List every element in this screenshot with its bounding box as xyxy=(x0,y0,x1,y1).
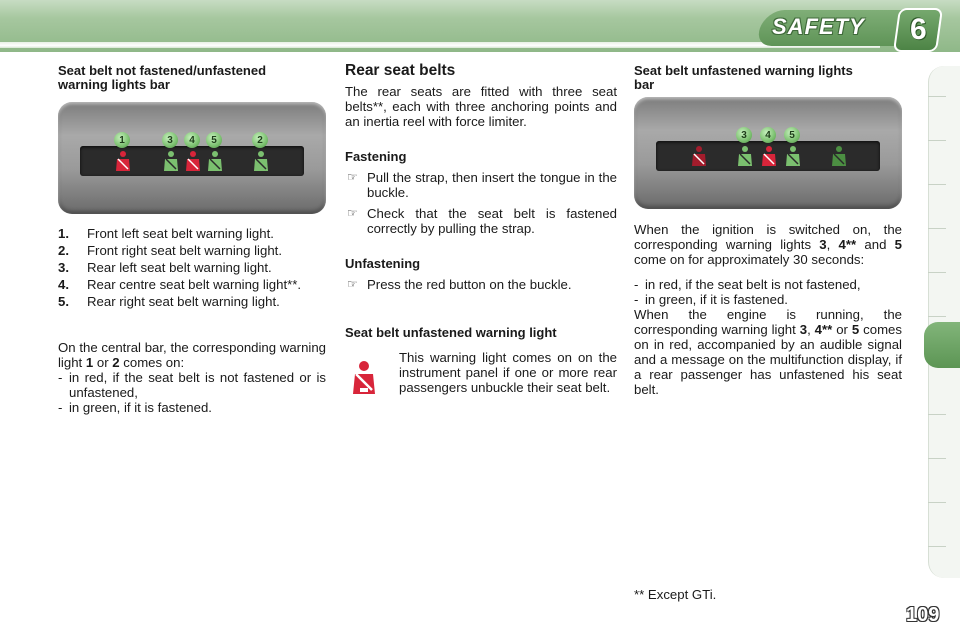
text-run: , xyxy=(807,322,815,337)
dash-item: - in red, if the seat belt is not fastened, xyxy=(634,277,861,292)
chapter-badge xyxy=(893,8,943,52)
index-tab-divider xyxy=(928,140,946,141)
warning-label-3: 3 xyxy=(162,132,178,148)
footnote: ** Except GTi. xyxy=(634,587,717,602)
instruction-item xyxy=(345,277,617,292)
list-item xyxy=(58,226,328,241)
list-item-number: 4. xyxy=(58,277,69,292)
front-rear-warning-panel-image xyxy=(58,102,326,214)
instruction-text: Check that the seat belt is fastened correctly by pulling the strap. xyxy=(367,206,617,236)
dash-item-text: in green, if it is fastened. xyxy=(69,400,212,415)
warning-label-5: 5 xyxy=(784,127,800,143)
list-item xyxy=(58,277,328,292)
text-run-bold: 1 xyxy=(85,355,94,370)
right-heading: Seat belt unfastened warning lights bar xyxy=(634,63,853,92)
seatbelt-red-icon xyxy=(760,145,778,169)
list-item-text: Front left seat belt warning light. xyxy=(87,226,274,241)
fastening-heading: Fastening xyxy=(345,149,407,164)
right-dash-list xyxy=(634,277,902,307)
warning-label-4: 4 xyxy=(760,127,776,143)
index-tab-divider xyxy=(928,272,946,273)
index-tab-divider xyxy=(928,96,946,97)
list-item xyxy=(58,243,328,258)
text-run-bold: 3 xyxy=(819,237,827,252)
seatbelt-red-icon xyxy=(184,150,202,174)
list-item-number: 3. xyxy=(58,260,69,275)
text-run-bold: 5 xyxy=(851,322,860,337)
dash-item: - in red, if the seat belt is not fastened or is unfastened, xyxy=(58,370,326,400)
middle-intro: The rear seats are fitted with three seat belts**, each with three anchoring points and an inertia reel with force limiter. xyxy=(345,84,617,129)
index-tab-divider xyxy=(928,458,946,459)
index-tab-divider xyxy=(928,228,946,229)
list-item-text: Rear right seat belt warning light. xyxy=(87,294,280,309)
warning-label-3: 3 xyxy=(736,127,752,143)
pointing-hand-icon: ☞ xyxy=(347,170,358,184)
instruction-item xyxy=(345,206,617,236)
section-title: SAFETY xyxy=(772,14,865,39)
text-run: When the engine is running, the corresponding warning light xyxy=(634,307,902,337)
dash-item: - in green, if it is fastened. xyxy=(634,292,788,307)
seatbelt-red-icon xyxy=(690,145,708,169)
warning-label-1: 1 xyxy=(114,132,130,148)
right-paragraph-ignition xyxy=(634,222,902,267)
instruction-text: Pull the strap, then insert the tongue in the buckle. xyxy=(367,170,617,200)
text-run: come on for approximately 30 seconds: xyxy=(634,252,865,267)
text-run: When the ignition is switched on, the corresponding warning lights xyxy=(634,222,902,252)
instruction-item xyxy=(345,170,617,200)
text-run-bold: 3 xyxy=(799,322,808,337)
text-run: , xyxy=(826,237,839,252)
left-paragraph xyxy=(58,340,326,370)
page-number: 109 xyxy=(906,604,940,626)
dash-item: - in green, if it is fastened. xyxy=(58,400,212,415)
chapter-number: 6 xyxy=(909,13,927,46)
seatbelt-green-icon xyxy=(206,150,224,174)
warning-label-5: 5 xyxy=(206,132,222,148)
text-run: On the central bar, the corresponding warning light xyxy=(58,340,326,370)
seatbelt-green-icon xyxy=(830,145,848,169)
seatbelt-green-icon xyxy=(784,145,802,169)
warning-light-heading: Seat belt unfastened warning light xyxy=(345,325,557,340)
chapter-index-active-tab[interactable] xyxy=(924,322,960,368)
text-run-bold: 2 xyxy=(112,355,120,370)
list-item xyxy=(58,260,328,275)
text-run-bold: 5 xyxy=(894,237,902,252)
list-item-number: 1. xyxy=(58,226,69,241)
left-dash-list xyxy=(58,370,326,415)
left-heading: Seat belt not fastened/unfastened warning lights bar xyxy=(58,63,267,92)
index-tab-divider xyxy=(928,502,946,503)
index-tab-divider xyxy=(928,184,946,185)
right-paragraph-engine xyxy=(634,307,902,397)
text-run: and xyxy=(856,237,895,252)
seatbelt-warning-icon xyxy=(346,358,382,398)
list-item-number: 5. xyxy=(58,294,69,309)
dash-item-text: in red, if the seat belt is not fastened, xyxy=(645,277,861,292)
dash-item-text: in red, if the seat belt is not fastened or is unfastened, xyxy=(69,370,326,400)
text-run: comes on: xyxy=(119,355,185,370)
unfastening-heading: Unfastening xyxy=(345,256,421,271)
dash-item-text: in green, if it is fastened. xyxy=(645,292,788,307)
list-item-text: Rear centre seat belt warning light**. xyxy=(87,277,302,292)
seatbelt-green-icon xyxy=(252,150,270,174)
warning-label-4: 4 xyxy=(184,132,200,148)
text-run-bold: 4** xyxy=(814,322,833,337)
list-item-text: Rear left seat belt warning light. xyxy=(87,260,272,275)
rear-warning-panel-image xyxy=(634,97,902,209)
index-tab-divider xyxy=(928,546,946,547)
instruction-text: Press the red button on the buckle. xyxy=(367,277,572,292)
pointing-hand-icon: ☞ xyxy=(347,277,358,291)
warning-lights-list xyxy=(58,226,328,311)
seatbelt-green-icon xyxy=(736,145,754,169)
unfastening-list xyxy=(345,277,617,292)
text-run: or xyxy=(93,355,113,370)
list-item-text: Front right seat belt warning light. xyxy=(87,243,282,258)
pointing-hand-icon: ☞ xyxy=(347,206,358,220)
warning-light-text: This warning light comes on on the instrument panel if one or more rear passengers unbuckle their seat belt. xyxy=(399,350,617,395)
seatbelt-red-icon xyxy=(114,150,132,174)
list-item xyxy=(58,294,328,309)
middle-heading: Rear seat belts xyxy=(345,62,456,79)
text-run-bold: 4** xyxy=(838,237,857,252)
header-divider xyxy=(0,42,880,48)
list-item-number: 2. xyxy=(58,243,69,258)
text-run: comes on in red, accompanied by an audible signal and a message on the multifunction display, if a rear passenger has unfastened his seat belt. xyxy=(634,322,902,397)
seatbelt-green-icon xyxy=(162,150,180,174)
index-tab-divider xyxy=(928,316,946,317)
warning-label-2: 2 xyxy=(252,132,268,148)
fastening-list xyxy=(345,170,617,236)
index-tab-divider xyxy=(928,414,946,415)
text-run: or xyxy=(832,322,852,337)
